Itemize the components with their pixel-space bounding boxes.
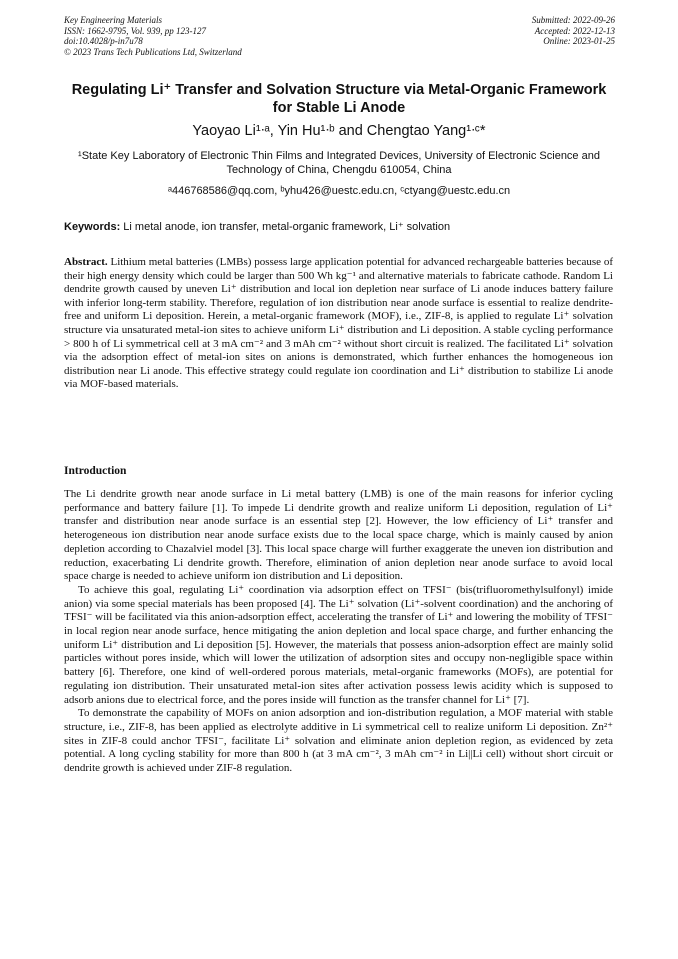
author-emails[interactable]: ᵃ446768586@qq.com, ᵇyhu426@uestc.edu.cn, ᶜctyang@uestc.edu.cn <box>167 185 511 197</box>
journal-name: Key Engineering Materials <box>64 15 162 25</box>
publication-dates <box>532 15 615 47</box>
author-affiliation: ¹State Key Laboratory of Electronic Thin Films and Integrated Devices, University of Electronic Science and Technology of China, Chengdu 610054, China <box>78 150 600 176</box>
keywords-label: Keywords: <box>64 221 121 233</box>
date-submitted: Submitted: 2022-09-26 <box>531 15 615 25</box>
keywords-text: Li metal anode, ion transfer, metal-organic framework, Li⁺ solvation <box>120 221 451 233</box>
paper-title: Regulating Li⁺ Transfer and Solvation Structure via Metal-Organic Framework for Stable Li Anode <box>71 82 607 116</box>
journal-doi[interactable]: doi:10.4028/p-in7u78 <box>64 36 143 46</box>
section-heading-introduction: Introduction <box>64 465 127 477</box>
journal-info <box>64 15 242 57</box>
date-online: Online: 2023-01-25 <box>543 36 615 46</box>
date-accepted: Accepted: 2022-12-13 <box>534 25 615 36</box>
abstract-text: Lithium metal batteries (LMBs) possess large application potential for advanced rechargeable batteries because of their high energy density which could be larger than 500 Wh kg⁻¹ and alternative materials to fabricate cathode. Random Li dendrite growth caused by uneven Li⁺ distribution and local ion depletion near surface of Li anode induces battery failure with inferior long-term stability. Therefore, regulation of ion distribution near anode surface is essential to realize dendrite-free and uniform Li deposition. Herein, a metal-organic framework (MOF), i.e., ZIF-8, is applied to regulate Li⁺ solvation structure via unsaturated metal-ion sites to achieve uniform Li⁺ distribution and Li deposition. A stable cycling performance > 800 h of Li symmetrical cell at 3 mA cm⁻² and 3 mAh cm⁻² without short circuit is realized. The facilitated Li⁺ solvation via the adsorption effect of metal-ion sites on anions is demonstrated, which further enhances the homogeneous ion distribution near Li anode. This effective strategy could regulate ion coordination and Li⁺ distribution to stabilize Li anode via MOF-based materials. <box>64 256 613 391</box>
paper-authors: Yaoyao Li¹ᐧᵃ, Yin Hu¹ᐧᵇ and Chengtao Yang¹ᐧᶜ* <box>192 123 486 139</box>
journal-copyright: © 2023 Trans Tech Publications Ltd, Switzerland <box>64 46 242 57</box>
intro-paragraph: To demonstrate the capability of MOFs on anion adsorption and ion-distribution regulation, a MOF material with stable structure, i.e., ZIF-8, has been applied as electrolyte additive in Li symmetrical cell to realize uniform Li deposition. Zn²⁺ sites in ZIF-8 could anchor TFSI⁻, facilitate Li⁺ solvation and eliminate anion depletion region, as evidenced by zeta potential. A long cycling stability for more than 800 h (at 3 mA cm⁻², 3 mAh cm⁻² in Li||Li cell) without short circuit or dendrite growth is achieved under ZIF-8 regulation. <box>64 707 613 775</box>
keywords <box>64 221 616 235</box>
introduction-body <box>64 488 613 776</box>
intro-paragraph: To achieve this goal, regulating Li⁺ coordination via adsorption effect on TFSI⁻ (bis(trifluoromethylsulfonyl) imide anion) via some special materials has been proposed [4]. The Li⁺ solvation (Li⁺-solvent coordination) and the anchoring of TFSI⁻ will be facilitated via this anion-adsorption effect, accelerating the transfer of Li⁺ and lowering the mobility of TFSI⁻ in local region near anode surface, hence mitigating the anion depletion and local space charge, and further enhancing the uniform Li⁺ distribution and Li deposition [5]. However, the materials that possess anion-adsorption effect are mainly solid particles without pores inside, which will lower the utilization of adsorption sites and occupy non-negligible space within battery [6]. Therefore, one kind of well-ordered porous materials, metal-organic frameworks (MOFs), are potential for regulating ion distribution. Their unsaturated metal-ion sites after activation possess lewis acidity which is supposed to adsorb anions due to electrical force, and the pores inside will function as the transfer channel for Li⁺ [7]. <box>64 583 613 706</box>
abstract <box>64 256 613 392</box>
abstract-label: Abstract. <box>64 256 108 268</box>
intro-paragraph: The Li dendrite growth near anode surface in Li metal battery (LMB) is one of the main reasons for inferior cycling performance and battery failure [1]. To impede Li dendrite growth and realize uniform Li deposition, regulation of Li⁺ transfer and distribution near anode surface is an essential step [2]. However, the low efficiency of Li⁺ transfer and heterogeneous ion distribution near anode surface exists due to the local space charge, which is mainly caused by anion depletion according to Chazalviel model [3]. This local space charge will further exaggerate the uneven ion distribution and reduction, exacerbating Li dendrite growth. Therefore, elimination of anion depletion near anode surface to avoid local space charge is needed to achieve uniform ion distribution and Li deposition. <box>64 488 613 583</box>
journal-issn: ISSN: 1662-9795, Vol. 939, pp 123-127 <box>64 25 206 36</box>
